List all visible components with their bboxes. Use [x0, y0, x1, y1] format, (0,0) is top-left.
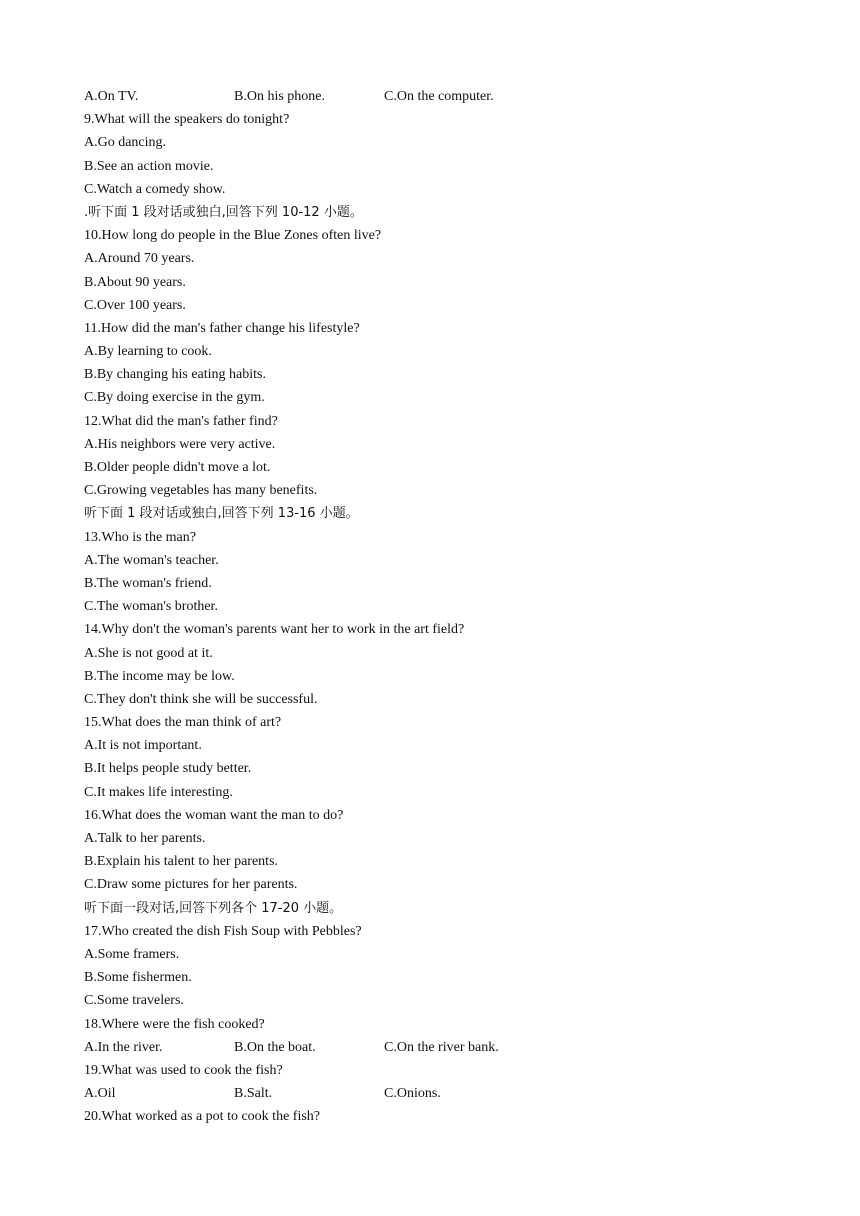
question-line: B.About 90 years. — [84, 274, 186, 290]
question-line: A.His neighbors were very active. — [84, 436, 276, 452]
question-line: 19.What was used to cook the fish? — [84, 1062, 283, 1078]
question-line: 13.Who is the man? — [84, 529, 196, 545]
question-line: 9.What will the speakers do tonight? — [84, 112, 290, 128]
question-line: 20.What worked as a pot to cook the fish? — [84, 1109, 320, 1125]
section-instruction: 听下面一段对话,回答下列各个 17-20 小题。 — [84, 900, 343, 916]
answer-option: C.Onions. — [384, 1086, 441, 1102]
question-line: B.It helps people study better. — [84, 761, 252, 777]
question-line: 11.How did the man's father change his lifestyle? — [84, 320, 360, 336]
answer-option: C.On the river bank. — [384, 1039, 499, 1055]
question-line: A.It is not important. — [84, 738, 202, 754]
answer-option: A.Oil — [84, 1086, 116, 1102]
answer-options-row — [84, 85, 784, 108]
question-line: B.Older people didn't move a lot. — [84, 460, 271, 475]
question-line: B.By changing his eating habits. — [84, 367, 266, 383]
question-line: C.Draw some pictures for her parents. — [84, 877, 298, 893]
question-line: A.Some framers. — [84, 946, 180, 962]
question-line: C.Watch a comedy show. — [84, 181, 226, 197]
question-line: C.They don't think she will be successful. — [84, 691, 318, 707]
question-line: A.By learning to cook. — [84, 344, 212, 360]
question-line: B.Explain his talent to her parents. — [84, 854, 279, 870]
answer-option: A.On TV. — [84, 89, 139, 104]
question-line: B.See an action movie. — [84, 158, 214, 174]
document-page — [84, 85, 784, 1128]
question-line: 18.Where were the fish cooked? — [84, 1016, 265, 1032]
question-line: A.She is not good at it. — [84, 645, 213, 661]
question-line: B.Some fishermen. — [84, 970, 192, 986]
section-instruction: .听下面 1 段对话或独白,回答下列 10-12 小题。 — [84, 204, 363, 220]
question-line: A.Go dancing. — [84, 135, 167, 151]
answer-options-row — [84, 1082, 784, 1105]
question-line: 15.What does the man think of art? — [84, 715, 282, 731]
answer-option: B.On his phone. — [234, 89, 325, 104]
answer-option: C.On the computer. — [384, 89, 494, 104]
question-line: C.Growing vegetables has many benefits. — [84, 483, 318, 499]
question-line: C.Some travelers. — [84, 993, 184, 1009]
question-line: C.Over 100 years. — [84, 297, 186, 313]
question-line: A.Around 70 years. — [84, 251, 195, 267]
question-line: 17.Who created the dish Fish Soup with Pebbles? — [84, 923, 362, 939]
question-line: C.It makes life interesting. — [84, 784, 233, 800]
answer-option: B.On the boat. — [234, 1039, 316, 1055]
question-line: C.By doing exercise in the gym. — [84, 390, 265, 406]
question-line: 12.What did the man's father find? — [84, 413, 278, 429]
question-line: 14.Why don't the woman's parents want her to work in the art field? — [84, 622, 465, 638]
question-line: B.The woman's friend. — [84, 575, 212, 591]
answer-options-row — [84, 1036, 784, 1059]
question-line: A.The woman's teacher. — [84, 552, 219, 568]
section-instruction: 听下面 1 段对话或独白,回答下列 13-16 小题。 — [84, 506, 359, 522]
question-line: 10.How long do people in the Blue Zones often live? — [84, 228, 382, 244]
question-line: 16.What does the woman want the man to do? — [84, 807, 344, 823]
answer-option: B.Salt. — [234, 1086, 273, 1102]
answer-option: A.In the river. — [84, 1039, 163, 1055]
question-line: B.The income may be low. — [84, 668, 235, 684]
question-line: A.Talk to her parents. — [84, 831, 206, 846]
question-line: C.The woman's brother. — [84, 599, 218, 615]
